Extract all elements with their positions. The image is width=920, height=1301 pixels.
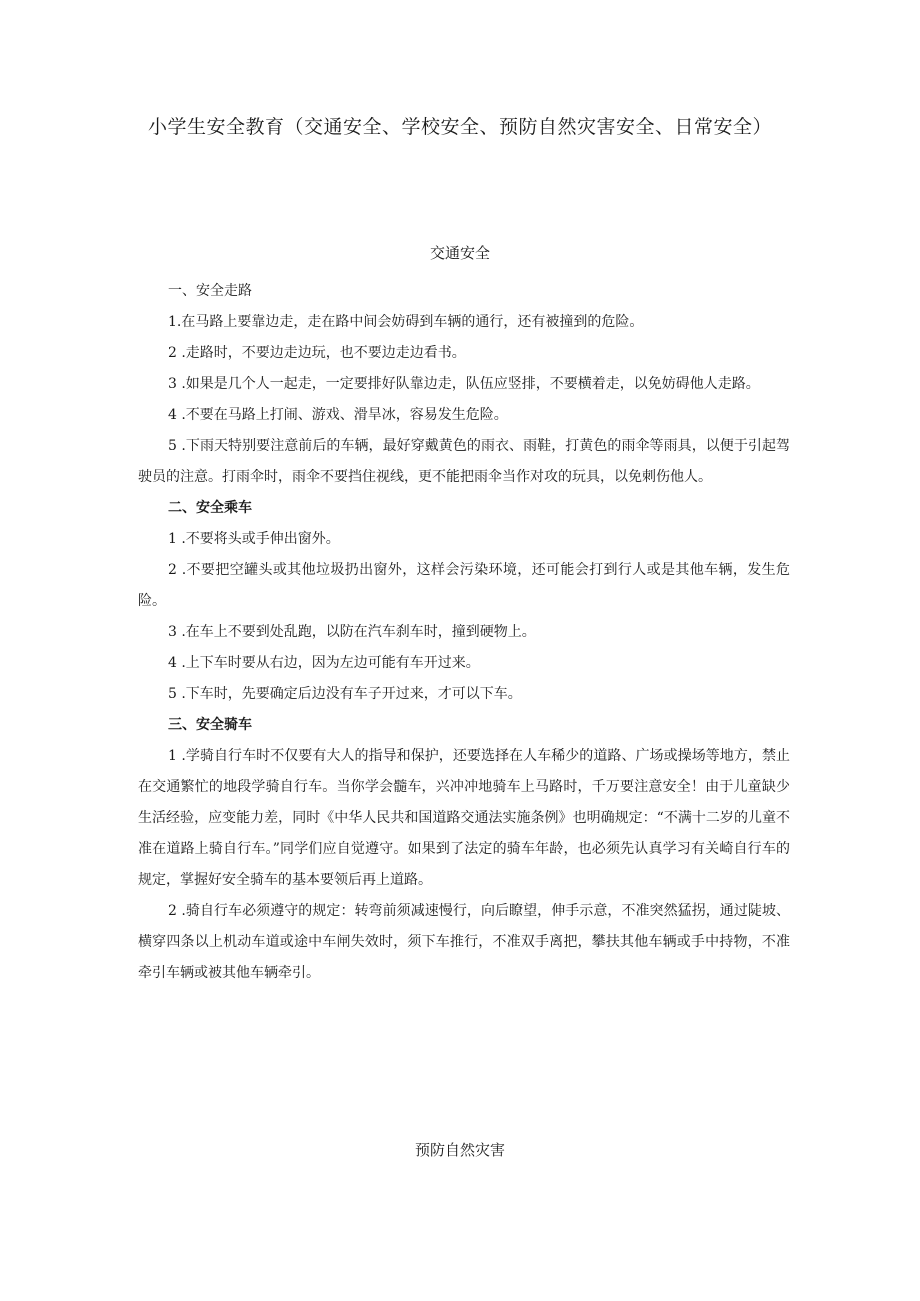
list-item: 5 .下雨天特别要注意前后的车辆，最好穿戴黄色的雨衣、雨鞋，打黄色的雨伞等雨具，以便于引起驾驶员的注意。打雨伞时，雨伞不要挡住视线，更不能把雨伞当作对攻的玩具，以免刺伤他人。	[138, 438, 790, 485]
list-item: 2 .走路时，不要边走边玩，也不要边走边看书。	[168, 345, 466, 361]
traffic-safety-content	[138, 276, 790, 989]
list-item: 2 .不要把空罐头或其他垃圾扔出窗外，这样会污染环境，还可能会打到行人或是其他车辆，发生危险。	[138, 562, 790, 609]
subsection-heading-walking: 一、安全走路	[168, 283, 252, 299]
document-title: 小学生安全教育（交通安全、学校安全、预防自然灾害安全、日常安全）	[147, 116, 772, 138]
subsection-heading-riding: 二、安全乘车	[168, 500, 252, 516]
section-title-disaster: 预防自然灾害	[414, 1141, 505, 1159]
list-item: 5 .下车时，先要确定后边没有车子开过来，才可以下车。	[168, 686, 522, 702]
list-item: 1.在马路上要靠边走，走在路中间会妨碍到车辆的通行，还有被撞到的危险。	[168, 314, 644, 330]
section-title-traffic: 交通安全	[429, 244, 490, 262]
list-item: 1 .不要将头或手伸出窗外。	[168, 531, 340, 547]
list-item: 3 .在车上不要到处乱跑，以防在汽车刹车时，撞到硬物上。	[168, 624, 536, 640]
subsection-heading-cycling: 三、安全骑车	[168, 717, 252, 733]
list-item: 2 .骑自行车必须遵守的规定：转弯前须减速慢行，向后瞭望，伸手示意，不准突然猛拐，通过陡坡、横穿四条以上机动车道或途中车闸失效时，须下车推行，不准双手离把，攀扶其他车辆或手中持物，不准牵引车辆或被其他车辆牵引。	[138, 903, 790, 981]
list-item: 1 .学骑自行车时不仅要有大人的指导和保护，还要选择在人车稀少的道路、广场或操场等地方，禁止在交通繁忙的地段学骑自行车。当你学会髓车，兴冲冲地骑车上马路时，千万要注意安全！由于儿童缺少生活经验，应变能力差，同时《中华人民共和国道路交通法实施条例》也明确规定：“不满十二岁的儿童不准在道路上骑自行车。”同学们应自觉遵守。如果到了法定的骑车年龄，也必须先认真学习有关崎自行车的规定，掌握好安全骑车的基本要领后再上道路。	[138, 748, 790, 888]
list-item: 3 .如果是几个人一起走，一定要排好队靠边走，队伍应竖排，不要横着走，以免妨碍他人走路。	[168, 376, 760, 392]
list-item: 4 .不要在马路上打闹、游戏、滑旱冰，容易发生危险。	[168, 407, 508, 423]
list-item: 4 .上下车时要从右边，因为左边可能有车开过来。	[168, 655, 480, 671]
